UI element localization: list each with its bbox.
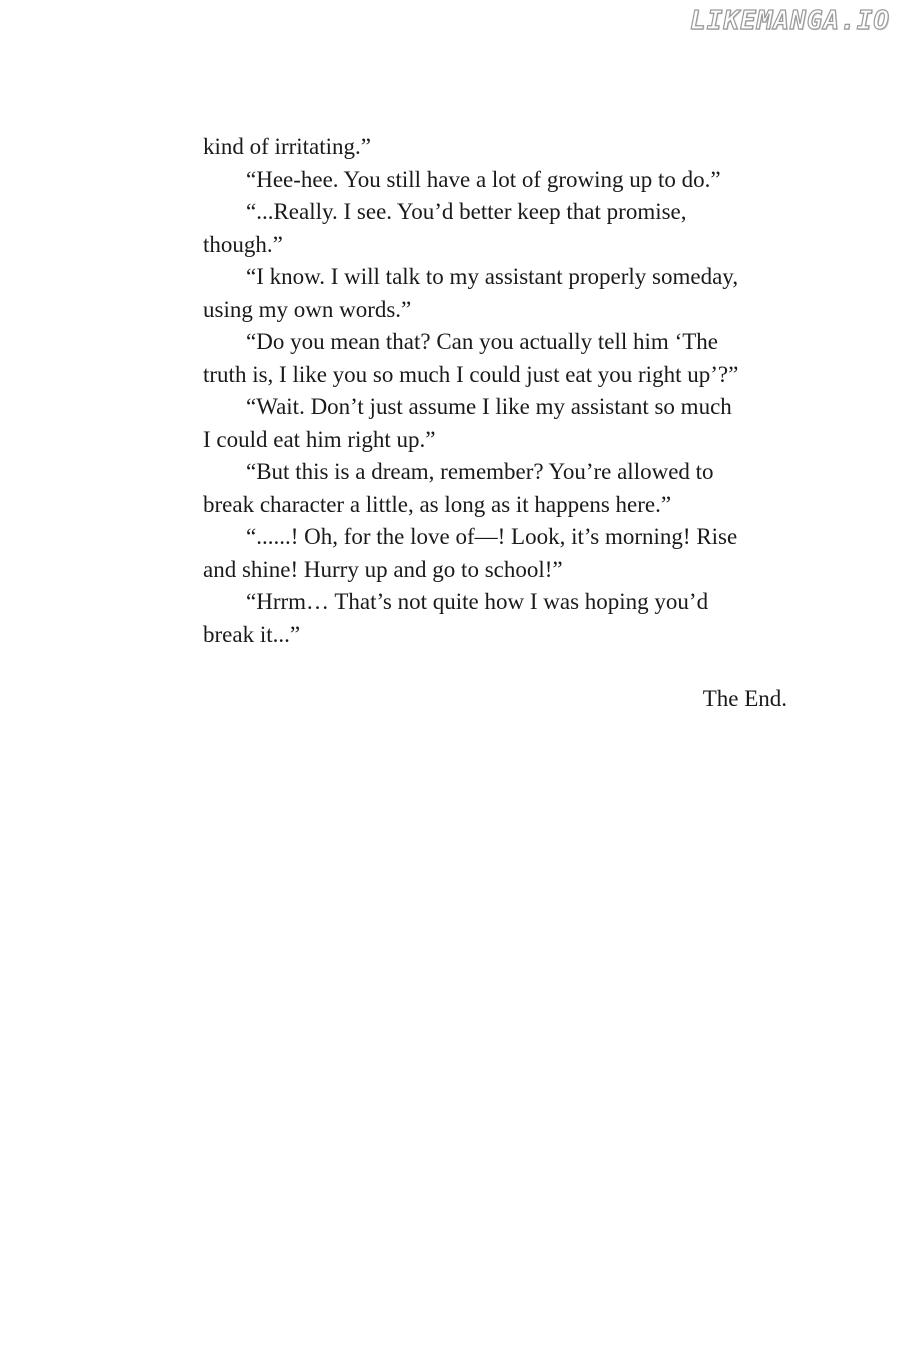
paragraph: “...Really. I see. You’d better keep that promise, though.” xyxy=(203,199,687,257)
paragraph: “Hee-hee. You still have a lot of growing up to do.” xyxy=(246,166,721,192)
paragraph: “I know. I will talk to my assistant properly someday, using my own words.” xyxy=(203,264,739,322)
story-text xyxy=(203,131,793,716)
paragraph: “Hrrm… That’s not quite how I was hoping you’d break it...” xyxy=(203,589,709,647)
paragraph: kind of irritating.” xyxy=(203,134,371,159)
the-end: The End. xyxy=(702,686,787,711)
paragraph: “But this is a dream, remember? You’re allowed to break character a little, as long as it happens here.” xyxy=(203,459,714,517)
watermark: LIKEMANGA.IO xyxy=(690,6,890,36)
paragraph: “Wait. Don’t just assume I like my assistant so much I could eat him right up.” xyxy=(203,394,732,452)
paragraph: “......! Oh, for the love of—! Look, it’s morning! Rise and shine! Hurry up and go to school!” xyxy=(203,524,738,582)
paragraph: “Do you mean that? Can you actually tell him ‘The truth is, I like you so much I could just eat you right up’?” xyxy=(203,329,739,387)
